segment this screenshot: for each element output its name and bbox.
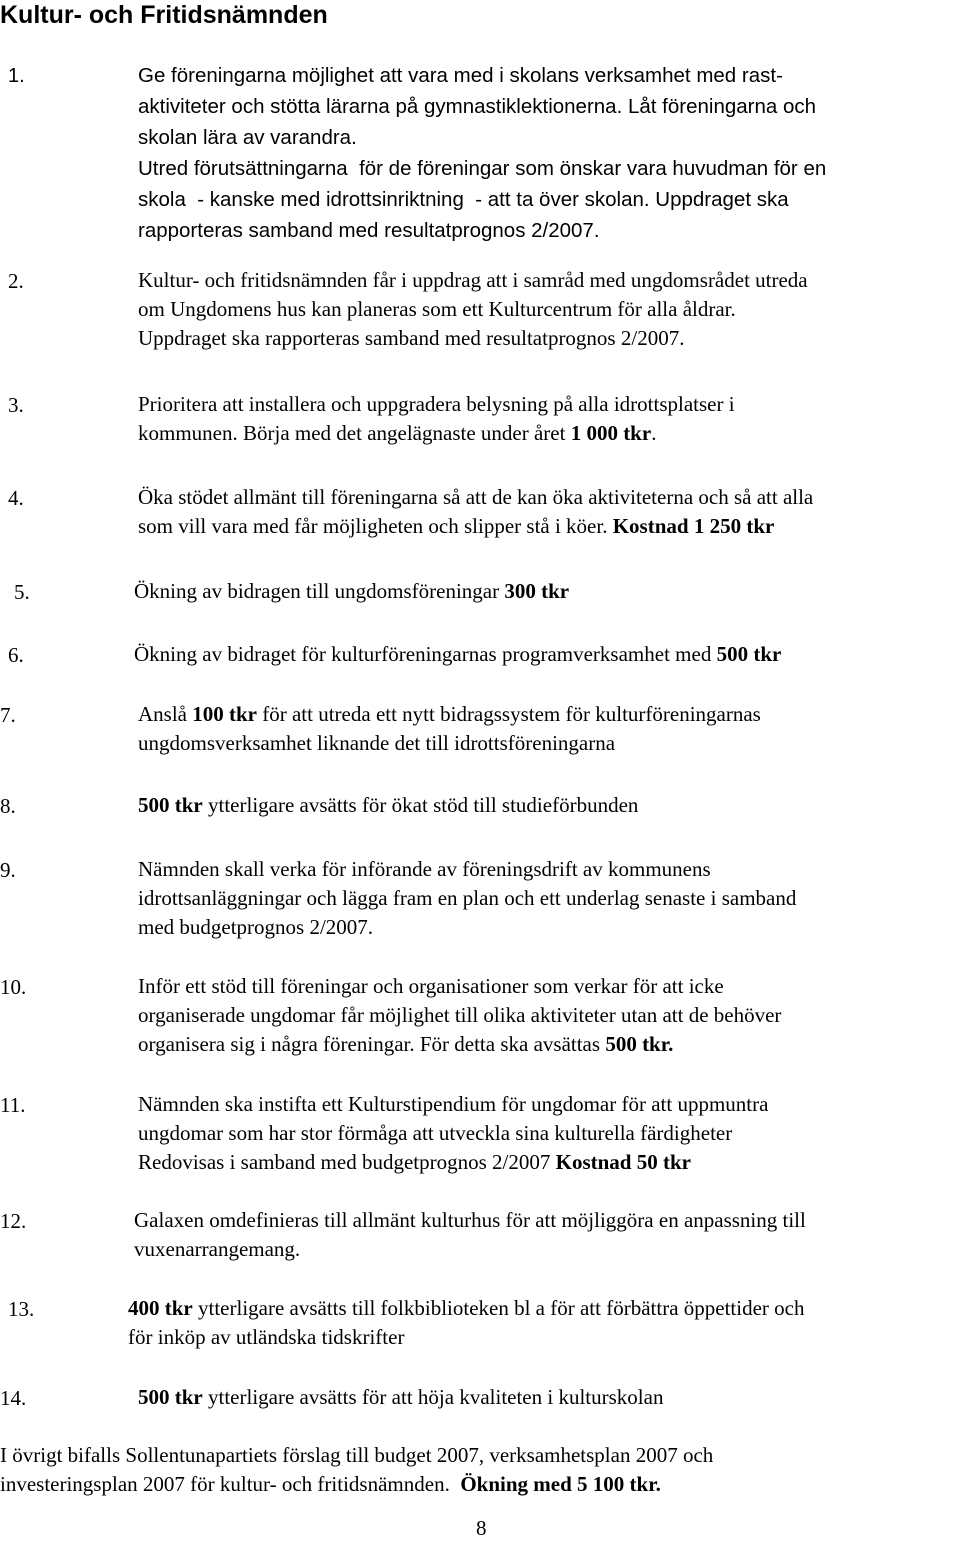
text-line: [138, 1090, 768, 1119]
item-text-2: [138, 266, 808, 353]
text-segment: vuxenarrangemang.: [134, 1237, 301, 1261]
text-segment: ytterligare avsätts till folkbiblioteken bl a för att förbättra öppettider och: [192, 1296, 805, 1320]
item-text-13: [128, 1294, 804, 1352]
amount-emphasis: Kostnad 1 250 tkr: [612, 514, 775, 538]
text-segment: Öka stödet allmänt till föreningarna så att de kan öka aktiviteterna och så att alla: [138, 485, 814, 509]
text-line: [138, 324, 808, 353]
text-line: [138, 295, 808, 324]
text-segment: investeringsplan 2007 för kultur- och fritidsnämnden.: [0, 1472, 461, 1496]
text-line: [138, 791, 638, 820]
text-line: [138, 215, 826, 246]
amount-emphasis: Ökning med 5 100 tkr.: [460, 1472, 661, 1496]
text-segment: rapporteras samband med resultatprognos 2/2007.: [138, 219, 600, 242]
text-line: [138, 184, 826, 215]
text-line: [138, 419, 735, 448]
text-segment: för inköp av utländska tidskrifter: [128, 1325, 405, 1349]
amount-emphasis: 500 tkr: [716, 642, 782, 666]
item-text-6: [134, 640, 781, 669]
item-number: 11.: [0, 1093, 26, 1117]
text-line: [138, 884, 796, 913]
item-text-1: [138, 60, 826, 246]
text-segment: Kultur- och fritidsnämnden får i uppdrag att i samråd med ungdomsrådet utreda: [138, 268, 808, 292]
text-segment: om Ungdomens hus kan planeras som ett Kulturcentrum för alla åldrar.: [138, 297, 736, 321]
item-number: 4.: [8, 486, 24, 510]
item-number: 3.: [8, 393, 24, 417]
amount-emphasis: 500 tkr.: [605, 1032, 674, 1056]
text-segment: skolan lära av varandra.: [138, 126, 357, 149]
page-number: 8: [476, 1516, 487, 1540]
text-line: [138, 855, 796, 884]
item-number: 6.: [8, 643, 24, 667]
text-segment: ytterligare avsätts för ökat stöd till studieförbunden: [202, 793, 639, 817]
item-text-3: [138, 390, 735, 448]
text-line: [138, 729, 761, 758]
text-line: [138, 91, 826, 122]
text-segment: Nämnden ska instifta ett Kulturstipendium för ungdomar för att uppmuntra: [138, 1092, 769, 1116]
item-text-4: [138, 483, 813, 541]
text-segment: ytterligare avsätts för att höja kvaliteten i kulturskolan: [202, 1385, 664, 1409]
item-text-9: [138, 855, 796, 942]
text-line: [138, 483, 813, 512]
item-number: 12.: [0, 1209, 27, 1233]
closing-paragraph: [0, 1441, 713, 1499]
text-line: [128, 1323, 804, 1352]
item-text-14: [138, 1383, 663, 1412]
text-segment: skola - kanske med idrottsinriktning - att ta över skolan. Uppdraget ska: [138, 188, 789, 211]
text-line: [138, 266, 808, 295]
amount-emphasis: Kostnad 50 tkr: [555, 1150, 691, 1174]
text-segment: ungdomar som har stor förmåga att utveckla sina kulturella färdigheter: [138, 1121, 733, 1145]
item-number: 5.: [14, 580, 30, 604]
item-text-7: [138, 700, 761, 758]
text-line: [134, 577, 569, 606]
text-segment: som vill vara med får möjligheten och slipper stå i köer.: [138, 514, 613, 538]
text-segment: idrottsanläggningar och lägga fram en plan och ett underlag senaste i samband: [138, 886, 797, 910]
amount-emphasis: 100 tkr: [192, 702, 257, 726]
item-text-11: [138, 1090, 768, 1177]
text-segment: I övrigt bifalls Sollentunapartiets förslag till budget 2007, verksamhetsplan 2007 och: [0, 1443, 714, 1467]
amount-emphasis: 300 tkr: [504, 579, 570, 603]
amount-emphasis: 500 tkr: [138, 793, 203, 817]
text-line: [138, 1383, 663, 1412]
text-segment: Ökning av bidraget för kulturföreningarnas programverksamhet med: [134, 642, 717, 666]
text-segment: Ge föreningarna möjlighet att vara med i skolans verksamhet med rast-: [138, 64, 783, 87]
text-segment: Ökning av bidragen till ungdomsföreningar: [134, 579, 505, 603]
text-line: [134, 1235, 806, 1264]
amount-emphasis: 500 tkr: [138, 1385, 203, 1409]
text-line: [138, 390, 735, 419]
text-line: [138, 1001, 781, 1030]
item-number: 14.: [0, 1386, 27, 1410]
amount-emphasis: 1 000 tkr: [570, 421, 652, 445]
text-segment: Redovisas i samband med budgetprognos 2/2007: [138, 1150, 556, 1174]
text-segment: Uppdraget ska rapporteras samband med resultatprognos 2/2007.: [138, 326, 685, 350]
page-title: Kultur- och Fritidsnämnden: [0, 1, 328, 29]
text-segment: Prioritera att installera och uppgradera belysning på alla idrottsplatser i: [138, 392, 735, 416]
text-segment: Utred förutsättningarna för de föreningar som önskar vara huvudman för en: [138, 157, 827, 180]
text-segment: för att utreda ett nytt bidragssystem för kulturföreningarnas: [257, 702, 761, 726]
text-line: [138, 1119, 768, 1148]
text-segment: ungdomsverksamhet liknande det till idrottsföreningarna: [138, 731, 616, 755]
text-line: [138, 60, 826, 91]
text-line: [134, 1206, 806, 1235]
text-line: [138, 972, 781, 1001]
item-number: 10.: [0, 975, 27, 999]
item-text-8: [138, 791, 638, 820]
text-segment: Galaxen omdefinieras till allmänt kulturhus för att möjliggöra en anpassning till: [134, 1208, 806, 1232]
text-segment: Anslå: [138, 702, 193, 726]
item-text-5: [134, 577, 569, 606]
text-line: [138, 1030, 781, 1059]
item-text-10: [138, 972, 781, 1059]
text-line: [134, 640, 781, 669]
amount-emphasis: 400 tkr: [128, 1296, 193, 1320]
text-line: [138, 122, 826, 153]
item-number: 2.: [8, 269, 24, 293]
item-number: 8.: [0, 794, 16, 818]
item-number: 9.: [0, 858, 16, 882]
text-segment: kommunen. Börja med det angelägnaste under året: [138, 421, 571, 445]
text-line: [0, 1441, 713, 1470]
text-line: [138, 1148, 768, 1177]
item-number: 7.: [0, 703, 16, 727]
item-number: 1.: [8, 65, 25, 87]
text-segment: med budgetprognos 2/2007.: [138, 915, 374, 939]
text-segment: organisera sig i några föreningar. För detta ska avsättas: [138, 1032, 606, 1056]
item-number: 13.: [8, 1297, 35, 1321]
text-line: [138, 700, 761, 729]
text-line: [138, 913, 796, 942]
text-segment: aktiviteter och stötta lärarna på gymnastiklektionerna. Låt föreningarna och: [138, 95, 817, 118]
text-segment: organiserade ungdomar får möjlighet till olika aktiviteter utan att de behöver: [138, 1003, 782, 1027]
text-line: [0, 1470, 713, 1499]
text-segment: Nämnden skall verka för införande av föreningsdrift av kommunens: [138, 857, 711, 881]
text-segment: .: [651, 421, 657, 445]
text-segment: Inför ett stöd till föreningar och organisationer som verkar för att icke: [138, 974, 724, 998]
item-text-12: [134, 1206, 806, 1264]
text-line: [138, 512, 813, 541]
text-line: [128, 1294, 804, 1323]
text-line: [138, 153, 826, 184]
